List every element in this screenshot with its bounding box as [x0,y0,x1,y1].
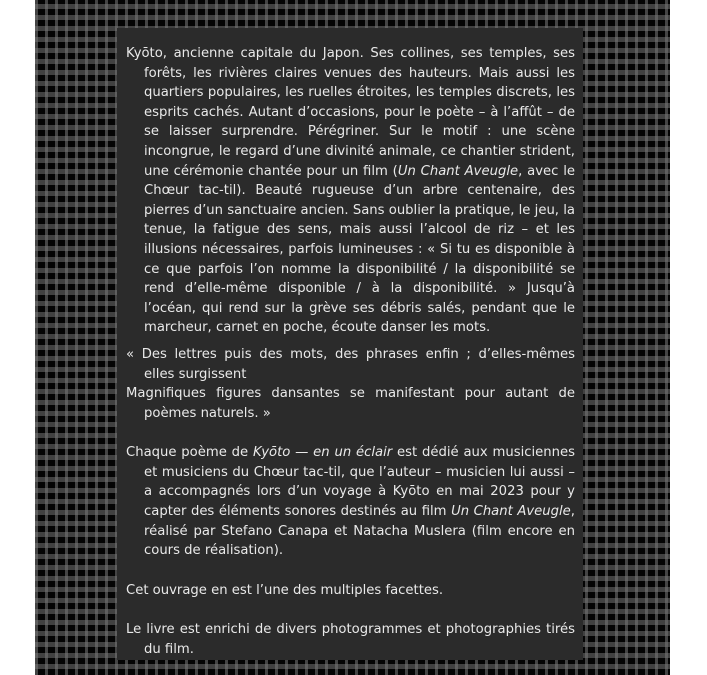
paragraph-description: Kyōto, ancienne capitale du Japon. Ses collines, ses temples, ses forêts, les rivières claires venues des hauteurs. Mais aussi les quartiers populaires, les ruelles étroites, les temples discrets, les esprits cachés. Autant d’occasions, pour le poète – à l’affût – de se laisser surprendre. Pérégriner. Sur le motif : une scène incongrue, le regard d’une divinité animale, ce chantier strident, une cérémonie chantée pour un film (Un Chant Aveugle, avec le Chœur tac-til). Beauté rugueuse d’un arbre centenaire, des pierres d’un sanctuaire ancien. Sans oublier la pratique, le jeu, la tenue, la fatigue des sens, mais aussi l’alcool de riz – et les illusions nécessaires, parfois lumineuses : « Si tu es disponible à ce que parfois l’on nomme la disponibilité / la disponibilité se rend d’elle-même disponible / à la disponibilité. » Jusqu’à l’océan, qui rend sur la grève ses débris salés, pendant que le marcheur, carnet en poche, écoute danser les mots. [126,46,575,336]
quote-line-2: Magnifiques figures dansantes se manifestant pour autant de poèmes naturels. » [126,386,575,421]
paragraph-photos: Le livre est enrichi de divers photogrammes et photographies tirés du film. [126,622,575,658]
back-cover-text [126,44,575,660]
quote-line-1: « Des lettres puis des mots, des phrases enfin ; d’elles-mêmes elles surgissent [126,346,575,382]
paragraph-dedication: Chaque poème de Kyōto — en un éclair est dédié aux musiciennes et musiciens du Chœur tac-til, que l’auteur – musicien lui aussi – a accompagnés lors d’un voyage à Kyōto en mai 2023 pour y capter des éléments sonores destinés au film Un Chant Aveugle, réalisé par Stefano Canapa et Natacha Muslera (film encore en cours de réalisation). [126,445,575,559]
paragraph-facets: Cet ouvrage en est l’une des multiples facettes. [126,582,444,598]
